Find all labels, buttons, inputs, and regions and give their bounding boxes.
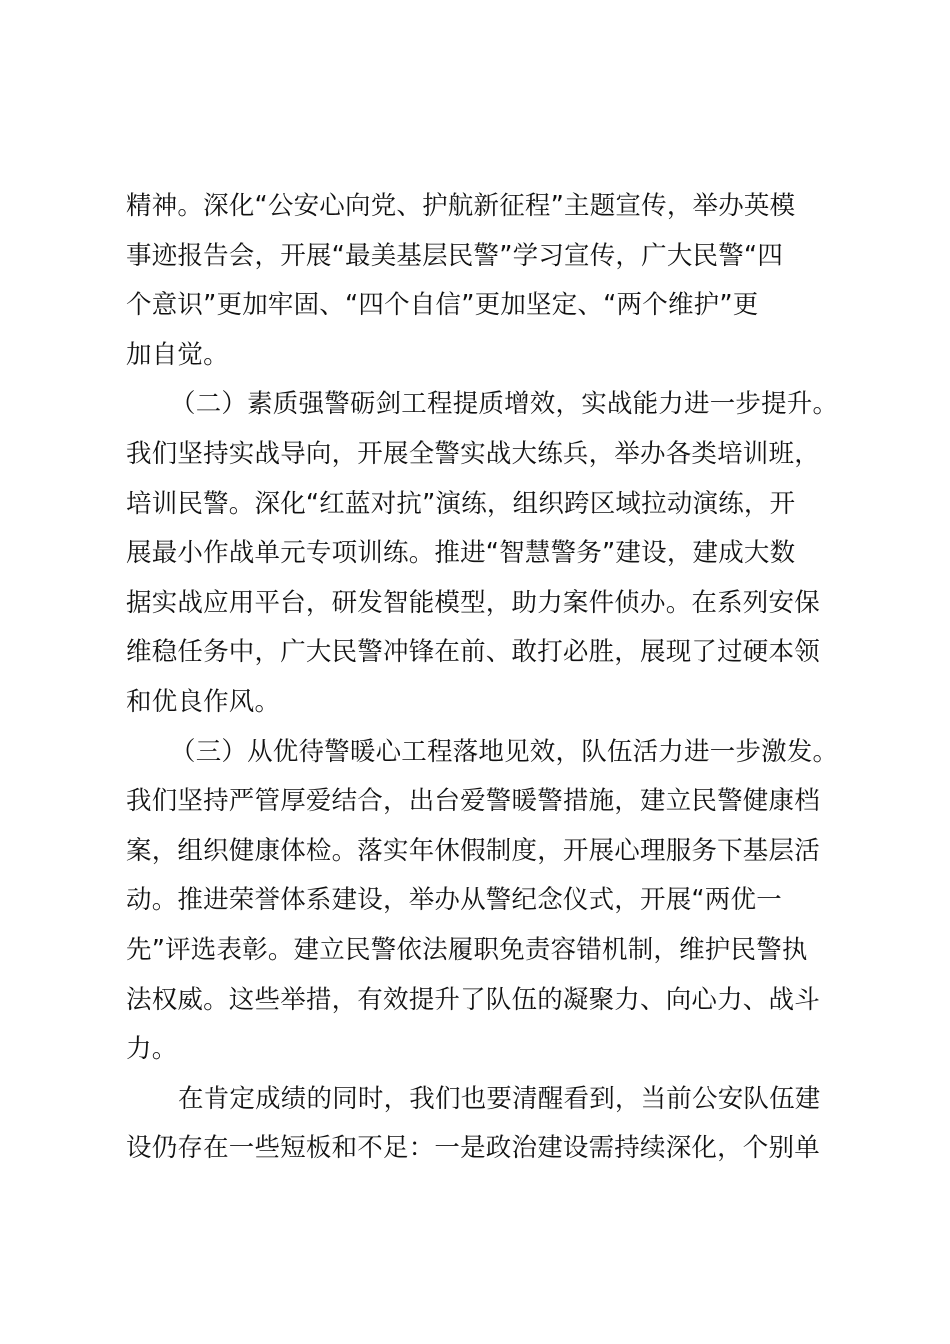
text-line: 案，组织健康体检。落实年休假制度，开展心理服务下基层活 [126,835,820,866]
text-line: 精神。深化“公安心向党、护航新征程”主题宣传，举办英模 [126,191,796,221]
text-line: 据实战应用平台，研发智能模型，助力案件侦办。在系列安保 [126,587,820,618]
text-line: 事迹报告会，开展“最美基层民警”学习宣传，广大民警“四 [126,240,784,271]
text-line: 我们坚持实战导向，开展全警实战大练兵，举办各类培训班， [126,438,820,469]
text-line: 维稳任务中，广大民警冲锋在前、敢打必胜，展现了过硬本领 [126,637,820,668]
text-line: 动。推进荣誉体系建设，举办从警纪念仪式，开展“两优一 [126,885,782,916]
section-heading-line: （二）素质强警砺剑工程提质增效，实战能力进一步提升。 [170,389,839,420]
paragraph-start-line: 在肯定成绩的同时，我们也要清醒看到，当前公安队伍建 [178,1083,821,1114]
text-line: 展最小作战单元专项训练。推进“智慧警务”建设，建成大数 [126,538,796,569]
text-line: 先”评选表彰。建立民警依法履职免责容错机制，维护民警执 [126,934,808,965]
text-line: 加自觉。 [126,339,229,370]
body-text [126,182,846,1174]
section-heading-line: （三）从优待警暖心工程落地见效，队伍活力进一步激发。 [170,736,839,767]
text-line: 我们坚持严管厚爱结合，出台爱警暖警措施，建立民警健康档 [126,786,820,817]
text-line: 和优良作风。 [126,686,281,717]
text-line: 力。 [126,1034,178,1065]
text-line: 设仍存在一些短板和不足：一是政治建设需持续深化，个别单 [126,1133,820,1164]
text-line: 培训民警。深化“红蓝对抗”演练，组织跨区域拉动演练，开 [126,488,796,519]
text-line: 法权威。这些举措，有效提升了队伍的凝聚力、向心力、战斗 [126,984,820,1015]
text-line: 个意识”更加牢固、“四个自信”更加坚定、“两个维护”更 [126,290,759,321]
